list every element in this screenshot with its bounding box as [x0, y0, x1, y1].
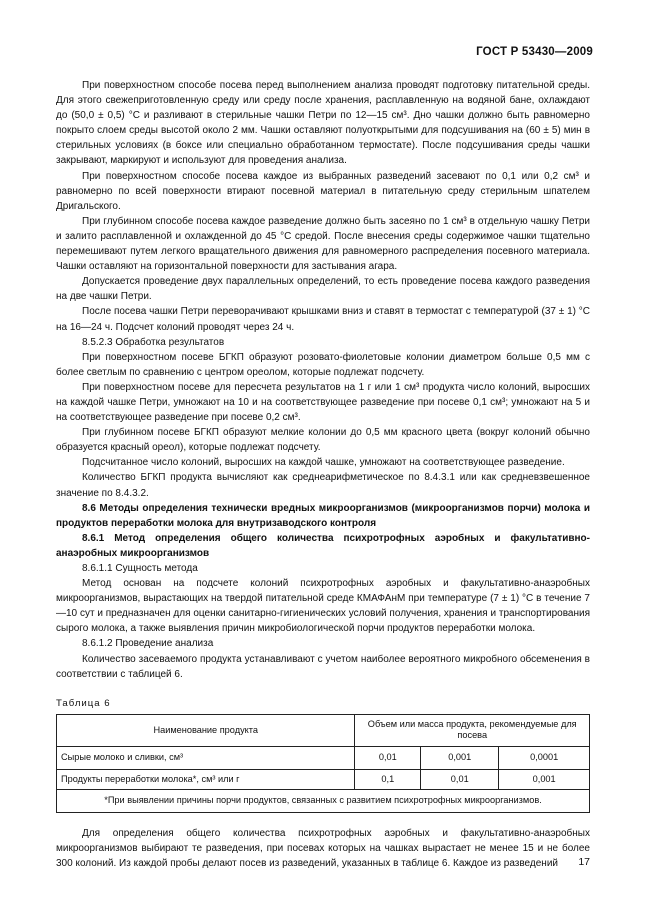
page-body [56, 78, 590, 871]
paragraph: Подсчитанное число колоний, выросших на каждой чашке, умножают на соответствующее разведение. [82, 457, 565, 469]
table-row [57, 746, 590, 769]
paragraph: При поверхностном способе посева каждое из выбранных разведений засевают по 0,1 или 0,2 см³ и равномерно по всей поверхности втирают посевной материал в питательную среду стерильным шпателем Дригальского. [56, 170, 590, 212]
table-cell-product: Сырые молоко и сливки, см³ [57, 746, 355, 769]
table-cell-value: 0,001 [499, 769, 590, 789]
table-cell-product: Продукты переработки молока*, см³ или г [57, 769, 355, 789]
paragraph: При поверхностном посеве БГКП образуют розовато-фиолетовые колонии диаметром больше 0,5 мм с более светлым по сравнению с центром ореолом, которые подлежат подсчету. [56, 351, 590, 378]
paragraph: Количество БГКП продукта вычисляют как среднеарифметическое по 8.4.3.1 или как средневзвешенное значение по 8.4.3.2. [56, 472, 590, 499]
subsection-heading: 8.5.2.3 Обработка результатов [82, 336, 225, 348]
table-cell-value: 0,0001 [499, 746, 590, 769]
paragraph: При поверхностном посеве для пересчета результатов на 1 г или 1 см³ продукта число колоний, выросших на каждой чашке Петри, умножают на 10 и на соответствующее разведение при посеве 0,1 см³; умножают на 5 и на соответствующее разведение при посеве 0,2 см³. [56, 381, 590, 424]
subsection-heading: 8.6.1.1 Сущность метода [82, 563, 198, 574]
section-heading: 8.6 Методы определения технически вредных микроорганизмов (микроорганизмов порчи) молока и продуктов переработки молока для внутризаводского контроля [56, 502, 590, 529]
page-number: 17 [578, 856, 590, 868]
table-cell-value: 0,01 [355, 746, 421, 769]
table-row [57, 769, 590, 789]
paragraph: Метод основан на подсчете колоний психротрофных аэробных и факультативно-анаэробных микроорганизмов, вырастающих на твердой питательной среде КМАФАнМ при температуре (7 ± 1) °С в течение 7—10 сут и предназначен для оценки санитарно-гигиенических условий получения, хранения и транспортирования сырого молока, а также выявления причин микробиологической порчи продуктов переработки молока. [56, 578, 590, 635]
column-header-volume: Объем или масса продукта, рекомендуемые для посева [355, 714, 590, 746]
table-cell-value: 0,01 [421, 769, 499, 789]
table-cell-value: 0,1 [355, 769, 421, 789]
paragraph: Допускается проведение двух параллельных определений, то есть проведение посева каждого разведения на две чашки Петри. [56, 276, 590, 303]
document-header: ГОСТ Р 53430—2009 [476, 46, 593, 58]
paragraph: Для определения общего количества психротрофных аэробных и факультативно-анаэробных микроорганизмов выбирают те разведения, при посевах которых на чашках вырастает не менее 15 и не более 300 колоний. Из каждой пробы делают посев из разведений, указанных в таблице 6. Каждое из разведений [56, 827, 590, 870]
section-heading: 8.6.1 Метод определения общего количества психротрофных аэробных и факультативно-анаэробных микроорганизмов [56, 532, 590, 559]
table-6 [56, 714, 590, 813]
paragraph: При глубинном способе посева каждое разведение должно быть засеяно по 1 см³ в отдельную чашку Петри и залито расплавленной и охлажденной до 45 °С средой. После внесения среды содержимое чашки тщательно перемешивают путем легкого вращательного движения для равномерного распределения посевного материала. Чашки оставляют на горизонтальной поверхности для застывания агара. [56, 215, 590, 273]
table-caption: Таблица 6 [56, 697, 111, 709]
paragraph: После посева чашки Петри переворачивают крышками вниз и ставят в термостат с температурой (37 ± 1) °С на 16—24 ч. Подсчет колоний проводят через 24 ч. [56, 306, 590, 333]
table-footnote: *При выявлении причины порчи продуктов, связанных с развитием психротрофных микроорганизмов. [57, 789, 590, 812]
column-header-product: Наименование продукта [57, 714, 355, 746]
paragraph: При глубинном посеве БГКП образуют мелкие колонии до 0,5 мм красного цвета (вокруг колоний обычно образуется красный ореол), которые подлежат подсчету. [56, 427, 590, 454]
paragraph: Количество засеваемого продукта устанавливают с учетом наиболее вероятного микробного обсеменения в соответствии с таблицей 6. [56, 653, 590, 680]
subsection-heading: 8.6.1.2 Проведение анализа [82, 638, 214, 650]
paragraph: При поверхностном способе посева перед выполнением анализа проводят подготовку питательной среды. Для этого свежеприготовленную среду или среду после хранения, расплавленную на водяной бане, охлаждают до (50,0 ± 0,5) °С и разливают в стерильные чашки Петри по 12—15 см³. Дно чашки должно быть равномерно покрыто слоем среды высотой около 2 мм. Чашки оставляют полуоткрытыми для подсушивания на (60 ± 5) мин в стерильных условиях (в боксе или специально обработанном термостате). После подсушивания среды чашки закрывают, маркируют и используют для проведения анализа. [56, 80, 590, 167]
table-cell-value: 0,001 [421, 746, 499, 769]
